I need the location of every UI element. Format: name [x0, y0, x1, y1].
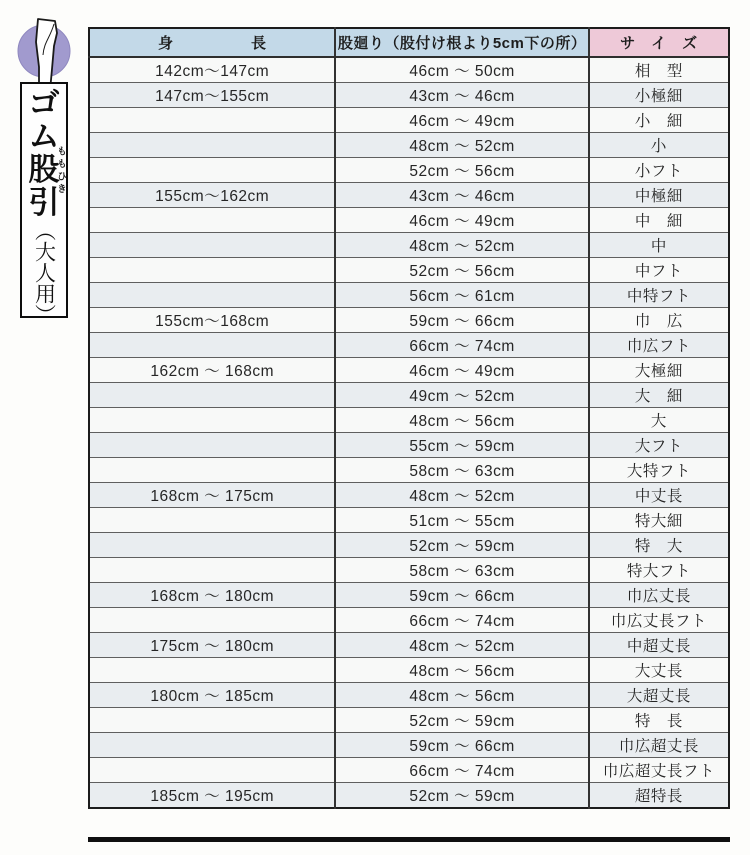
- size-cell: 小極細: [589, 83, 729, 108]
- girth-cell: 48cm ～ 56cm: [335, 658, 588, 683]
- table-row: [89, 57, 729, 83]
- table-row: [89, 758, 729, 783]
- girth-cell: 48cm ～ 52cm: [335, 633, 588, 658]
- height-cell: [89, 158, 335, 183]
- height-cell: [89, 258, 335, 283]
- size-cell: 巾広丈長フト: [589, 608, 729, 633]
- height-cell: 147cm～155cm: [89, 83, 335, 108]
- table-row: [89, 258, 729, 283]
- girth-cell: 48cm ～ 52cm: [335, 233, 588, 258]
- title-char: 股: [28, 152, 60, 187]
- size-cell: 中極細: [589, 183, 729, 208]
- table-row: [89, 283, 729, 308]
- girth-cell: 46cm ～ 50cm: [335, 57, 588, 83]
- height-cell: [89, 133, 335, 158]
- size-cell: 大: [589, 408, 729, 433]
- size-cell: 小: [589, 133, 729, 158]
- girth-cell: 51cm ～ 55cm: [335, 508, 588, 533]
- girth-cell: 66cm ～ 74cm: [335, 333, 588, 358]
- size-cell: 小 細: [589, 108, 729, 133]
- size-cell: 大特フト: [589, 458, 729, 483]
- table-row: [89, 533, 729, 558]
- height-cell: [89, 708, 335, 733]
- girth-cell: 59cm ～ 66cm: [335, 583, 588, 608]
- table-row: [89, 783, 729, 809]
- size-cell: 特大フト: [589, 558, 729, 583]
- table-row: [89, 333, 729, 358]
- header-height: 身 長: [89, 28, 335, 57]
- girth-cell: 52cm ～ 56cm: [335, 258, 588, 283]
- header-row: [89, 28, 729, 57]
- height-cell: [89, 433, 335, 458]
- furigana-label: ももひき: [55, 146, 66, 196]
- table-row: [89, 408, 729, 433]
- table-row: [89, 133, 729, 158]
- girth-cell: 52cm ～ 59cm: [335, 533, 588, 558]
- girth-cell: 52cm ～ 59cm: [335, 783, 588, 809]
- title-char: ゴ: [28, 86, 60, 121]
- girth-cell: 48cm ～ 52cm: [335, 483, 588, 508]
- height-cell: [89, 458, 335, 483]
- title-char: ム: [28, 119, 60, 154]
- height-cell: 155cm～162cm: [89, 183, 335, 208]
- size-cell: 巾広超丈長: [589, 733, 729, 758]
- height-cell: [89, 283, 335, 308]
- height-cell: 185cm ～ 195cm: [89, 783, 335, 809]
- girth-cell: 59cm ～ 66cm: [335, 733, 588, 758]
- size-cell: 大超丈長: [589, 683, 729, 708]
- size-cell: 中丈長: [589, 483, 729, 508]
- table-row: [89, 633, 729, 658]
- table-row: [89, 658, 729, 683]
- table-row: [89, 508, 729, 533]
- height-cell: 168cm ～ 180cm: [89, 583, 335, 608]
- girth-cell: 58cm ～ 63cm: [335, 458, 588, 483]
- size-cell: 巾広丈長: [589, 583, 729, 608]
- height-cell: [89, 208, 335, 233]
- height-cell: 168cm ～ 175cm: [89, 483, 335, 508]
- height-cell: [89, 333, 335, 358]
- girth-cell: 55cm ～ 59cm: [335, 433, 588, 458]
- table-row: [89, 383, 729, 408]
- girth-cell: 46cm ～ 49cm: [335, 208, 588, 233]
- table-row: [89, 583, 729, 608]
- size-cell: 大フト: [589, 433, 729, 458]
- height-cell: [89, 558, 335, 583]
- girth-cell: 58cm ～ 63cm: [335, 558, 588, 583]
- size-cell: 大極細: [589, 358, 729, 383]
- girth-cell: 48cm ～ 56cm: [335, 683, 588, 708]
- table-row: [89, 608, 729, 633]
- size-cell: 相 型: [589, 57, 729, 83]
- table-row: [89, 108, 729, 133]
- table-row: [89, 233, 729, 258]
- table-row: [89, 433, 729, 458]
- header-size: サ イ ズ: [589, 28, 729, 57]
- table-row: [89, 83, 729, 108]
- height-cell: [89, 658, 335, 683]
- girth-cell: 52cm ～ 56cm: [335, 158, 588, 183]
- table-row: [89, 358, 729, 383]
- size-cell: 小フト: [589, 158, 729, 183]
- size-cell: 巾広フト: [589, 333, 729, 358]
- height-cell: [89, 383, 335, 408]
- size-cell: 超特長: [589, 783, 729, 809]
- size-cell: 中: [589, 233, 729, 258]
- size-cell: 大丈長: [589, 658, 729, 683]
- size-cell: 特 大: [589, 533, 729, 558]
- girth-cell: 48cm ～ 52cm: [335, 133, 588, 158]
- size-cell: 中 細: [589, 208, 729, 233]
- girth-cell: 56cm ～ 61cm: [335, 283, 588, 308]
- table-row: [89, 458, 729, 483]
- girth-cell: 46cm ～ 49cm: [335, 108, 588, 133]
- size-cell: 中フト: [589, 258, 729, 283]
- height-cell: 180cm ～ 185cm: [89, 683, 335, 708]
- product-title-box: [20, 82, 68, 325]
- header-girth: 股廻り（股付け根より5cm下の所）: [335, 28, 588, 57]
- size-table-body: [89, 57, 729, 808]
- height-cell: [89, 233, 335, 258]
- girth-cell: 49cm ～ 52cm: [335, 383, 588, 408]
- table-row: [89, 733, 729, 758]
- height-cell: [89, 533, 335, 558]
- girth-cell: 52cm ～ 59cm: [335, 708, 588, 733]
- height-cell: 155cm～168cm: [89, 308, 335, 333]
- height-cell: [89, 108, 335, 133]
- girth-cell: 59cm ～ 66cm: [335, 308, 588, 333]
- title-char: 引: [28, 185, 60, 220]
- girth-cell: 66cm ～ 74cm: [335, 608, 588, 633]
- size-cell: 巾 広: [589, 308, 729, 333]
- height-cell: [89, 733, 335, 758]
- girth-cell: 66cm ～ 74cm: [335, 758, 588, 783]
- size-cell: 巾広超丈長フト: [589, 758, 729, 783]
- height-cell: 175cm ～ 180cm: [89, 633, 335, 658]
- girth-cell: 43cm ～ 46cm: [335, 83, 588, 108]
- product-subtitle: （大人用）: [32, 220, 57, 325]
- size-cell: 中超丈長: [589, 633, 729, 658]
- size-chart-table: [88, 27, 730, 809]
- height-cell: [89, 508, 335, 533]
- bottom-divider: [88, 837, 730, 842]
- table-row: [89, 158, 729, 183]
- table-row: [89, 483, 729, 508]
- girth-cell: 48cm ～ 56cm: [335, 408, 588, 433]
- girth-cell: 46cm ～ 49cm: [335, 358, 588, 383]
- table-row: [89, 308, 729, 333]
- girth-cell: 43cm ～ 46cm: [335, 183, 588, 208]
- height-cell: [89, 758, 335, 783]
- size-cell: 特 長: [589, 708, 729, 733]
- size-cell: 中特フト: [589, 283, 729, 308]
- size-cell: 大 細: [589, 383, 729, 408]
- table-row: [89, 708, 729, 733]
- table-row: [89, 208, 729, 233]
- table-row: [89, 558, 729, 583]
- height-cell: [89, 608, 335, 633]
- height-cell: 142cm～147cm: [89, 57, 335, 83]
- height-cell: [89, 408, 335, 433]
- table-row: [89, 683, 729, 708]
- size-cell: 特大細: [589, 508, 729, 533]
- height-cell: 162cm ～ 168cm: [89, 358, 335, 383]
- table-row: [89, 183, 729, 208]
